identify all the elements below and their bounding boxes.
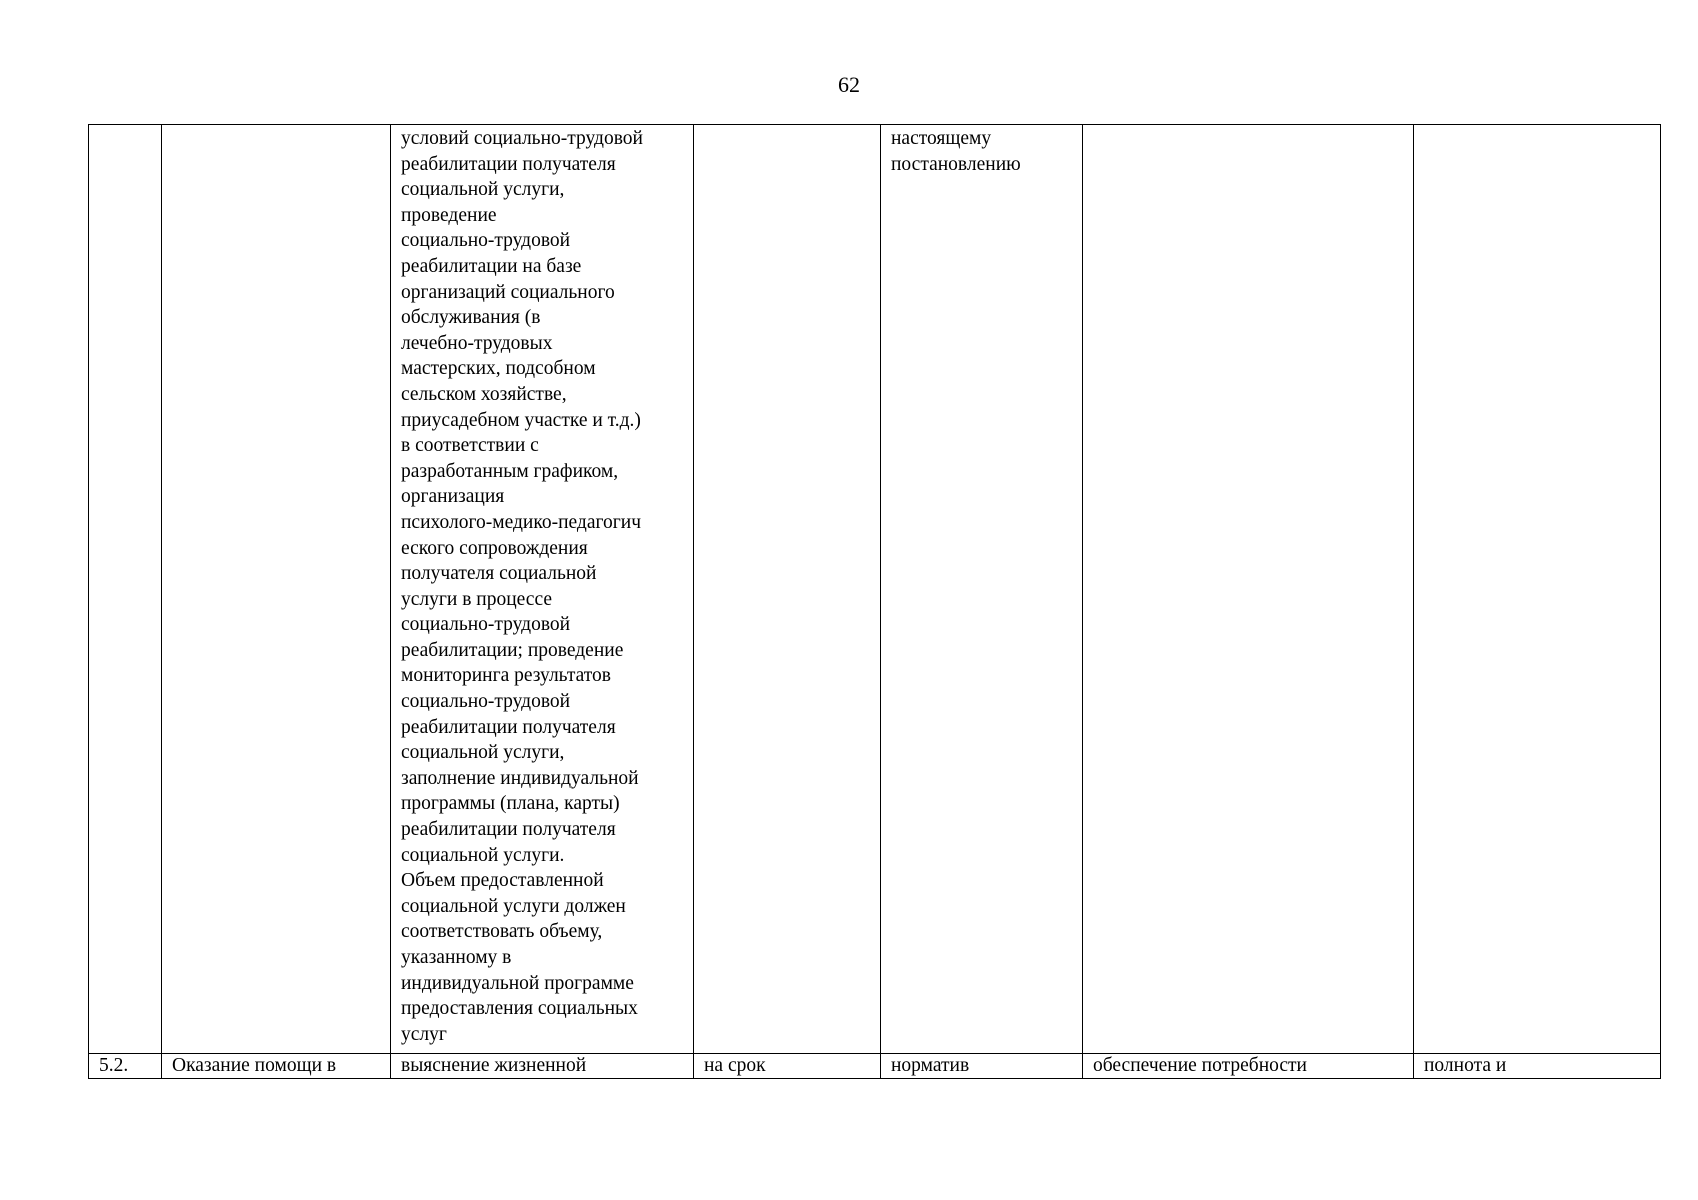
text-line: социально-трудовой <box>401 691 571 713</box>
text-line: услуг <box>401 1023 447 1045</box>
text-line: Объем предоставленной <box>401 870 604 892</box>
cell-evaluation: полнота и <box>1414 1054 1661 1079</box>
text-line: реабилитации получателя <box>401 153 616 175</box>
text-line: проведение <box>401 204 497 226</box>
text-line: социально-трудовой <box>401 230 571 252</box>
cell-number: 5.2. <box>89 1054 162 1079</box>
table-row <box>89 1054 1661 1079</box>
text-line: социальной услуги, <box>401 742 565 764</box>
text-line: настоящему <box>891 128 992 149</box>
cell-term <box>694 125 881 1054</box>
text-line: сельском хозяйстве, <box>401 383 567 405</box>
cell-quality-indicators <box>1083 125 1414 1054</box>
cell-service-description <box>391 125 694 1054</box>
cell-service-name <box>162 125 391 1054</box>
text-line: предоставления социальных <box>401 998 638 1020</box>
text-line: психолого-медико-педагогич <box>401 511 641 533</box>
cell-term: на срок <box>694 1054 881 1079</box>
text-line: организаций социального <box>401 281 615 303</box>
text-line: программы (плана, карты) <box>401 793 620 815</box>
text-line: лечебно-трудовых <box>401 332 553 354</box>
text-line: обслуживания (в <box>401 307 541 329</box>
text-line: получателя социальной <box>401 563 597 585</box>
text-line: социальной услуги должен <box>401 895 626 917</box>
page-number: 62 <box>838 72 860 97</box>
text-line: указанному в <box>401 947 512 968</box>
text-line: реабилитации; проведение <box>401 639 624 661</box>
cell-norm <box>881 125 1083 1054</box>
table-row <box>89 125 1661 1054</box>
text-line: услуги в процессе <box>401 588 552 610</box>
text-line: заполнение индивидуальной <box>401 767 639 789</box>
text-line: соответствовать объему, <box>401 921 603 943</box>
text-line: реабилитации получателя <box>401 819 616 841</box>
text-line: социальной услуги, <box>401 179 565 201</box>
text-line: социальной услуги. <box>401 844 565 866</box>
cell-evaluation <box>1414 125 1661 1054</box>
text-line: разработанным графиком, <box>401 460 619 482</box>
text-line: мониторинга результатов <box>401 665 611 687</box>
cell-quality-indicators: обеспечение потребности <box>1083 1054 1414 1079</box>
text-line: условий социально-трудовой <box>401 128 643 149</box>
text-line: реабилитации на базе <box>401 255 582 277</box>
text-line: индивидуальной программе <box>401 972 634 994</box>
cell-number <box>89 125 162 1054</box>
text-line: еского сопровождения <box>401 537 588 559</box>
text-line: реабилитации получателя <box>401 716 616 738</box>
text-line: социально-трудовой <box>401 614 571 636</box>
services-table <box>88 124 1661 1079</box>
cell-service-name: Оказание помощи в <box>162 1054 391 1079</box>
text-line: организация <box>401 486 505 508</box>
text-line: мастерских, подсобном <box>401 358 596 380</box>
text-line: в соответствии с <box>401 435 539 457</box>
text-line: постановлению <box>891 153 1021 175</box>
cell-norm: норматив <box>881 1054 1083 1079</box>
cell-service-description: выяснение жизненной <box>391 1054 694 1079</box>
text-line: приусадебном участке и т.д.) <box>401 409 641 431</box>
